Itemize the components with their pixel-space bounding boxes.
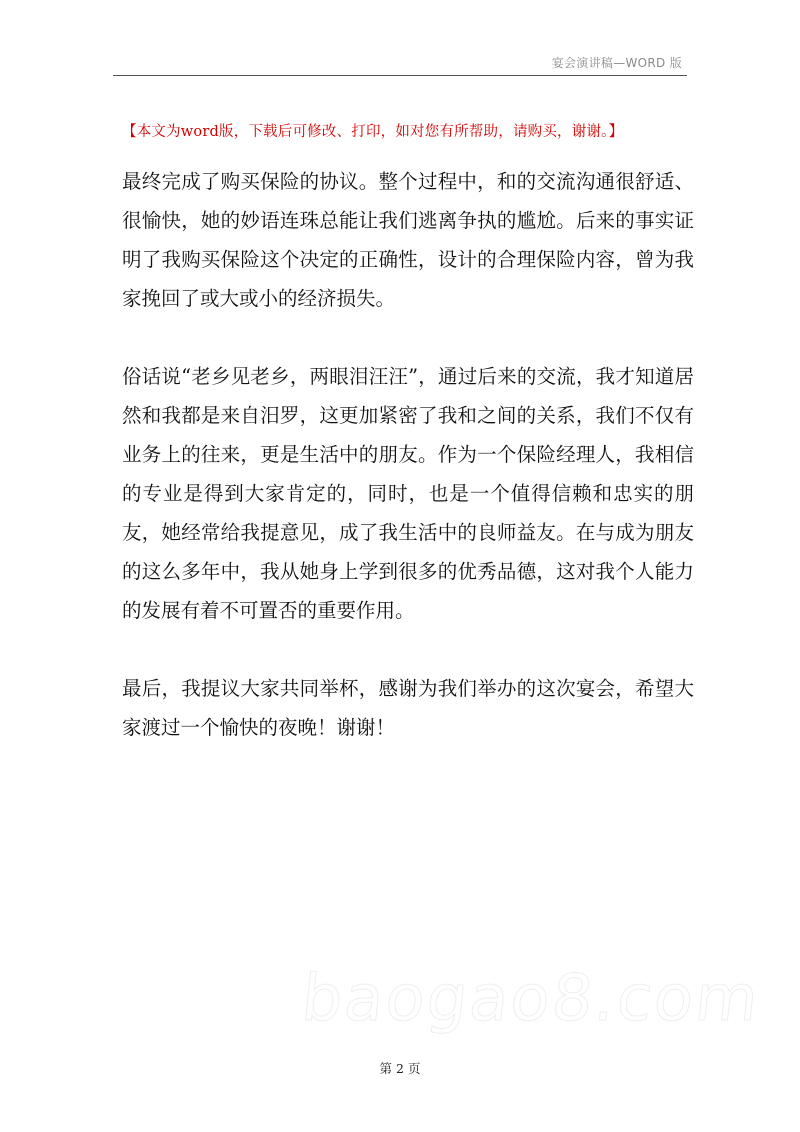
header-divider — [113, 75, 687, 76]
document-body — [122, 162, 694, 786]
page-header-title: 宴会演讲稿—WORD 版 — [551, 56, 682, 70]
paragraph-3: 最后，我提议大家共同举杯，感谢为我们举办的这次宴会，希望大家渡过一个愉快的夜晚！谢谢！ — [122, 677, 694, 739]
page-number: 第 2 页 — [379, 1061, 421, 1076]
paragraph-1: 最终完成了购买保险的协议。整个过程中，和的交流沟通很舒适、很愉快，她的妙语连珠总能让我们逃离争执的尴尬。后来的事实证明了我购买保险这个决定的正确性，设计的合理保险内容，曾为我家挽回了或大或小的经济损失。 — [122, 170, 694, 310]
purchase-notice: 【本文为word版，下载后可修改、打印，如对您有所帮助，请购买，谢谢。】 — [122, 124, 624, 140]
watermark: baogao8.com — [298, 962, 764, 1036]
paragraph-2: 俗话说“老乡见老乡，两眼泪汪汪”，通过后来的交流，我才知道居然和我都是来自汨罗，这更加紧密了我和之间的关系，我们不仅有业务上的往来，更是生活中的朋友。作为一个保险经理人，我相信的专业是得到大家肯定的，同时，也是一个值得信赖和忠实的朋友，她经常给我提意见，成了我生活中的良师益友。在与成为朋友的这么多年中，我从她身上学到很多的优秀品德，这对我个人能力的发展有着不可置否的重要作用。 — [122, 365, 694, 622]
